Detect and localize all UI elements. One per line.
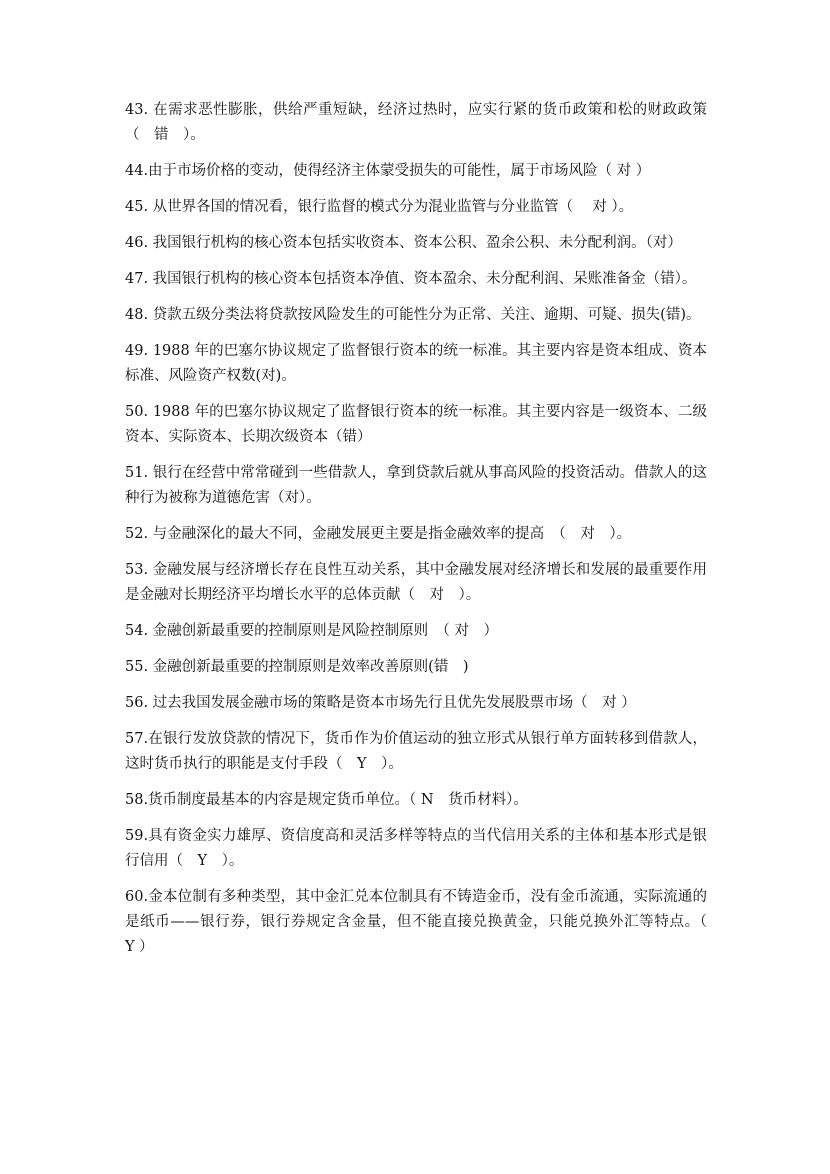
question-60: 60.金本位制有多种类型，其中金汇兑本位制具有不铸造金币，没有金币流通，实际流通的是纸币——银行券，银行券规定含金量，但不能直接兑换黄金，只能兑换外汇等特点。（ Y ） [125,889,727,955]
question-44: 44.由于市场价格的变动，使得经济主体蒙受损失的可能性，属于市场风险（ 对 ） [125,163,651,179]
question-51: 51. 银行在经营中常常碰到一些借款人，拿到贷款后就从事高风险的投资活动。借款人的这种行为被称为道德危害（对）。 [125,465,707,506]
question-49: 49. 1988 年的巴塞尔协议规定了监督银行资本的统一标准。其主要内容是资本组成、资本标准、风险资产权数(对)。 [125,343,707,384]
question-55: 55. 金融创新最重要的控制原则是效率改善原则(错 ) [125,659,469,675]
question-59: 59.具有资金实力雄厚、资信度高和灵活多样等特点的当代信用关系的主体和基本形式是银行信用（ Y ）。 [125,828,707,869]
question-46: 46. 我国银行机构的核心资本包括实收资本、资本公积、盈余公积、未分配利润。（对） [125,235,682,251]
question-53: 53. 金融发展与经济增长存在良性互动关系，其中金融发展对经济增长和发展的最重要作用是金融对长期经济平均增长水平的总体贡献（ 对 ）。 [125,562,707,603]
question-43: 43. 在需求恶性膨胀，供给严重短缺，经济过热时，应实行紧的货币政策和松的财政政策 （ 错 ）。 [125,102,722,143]
question-56: 56. 过去我国发展金融市场的策略是资本市场先行且优先发展股票市场（ 对 ） [125,695,636,711]
question-57: 57.在银行发放贷款的情况下，货币作为价值运动的独立形式从银行单方面转移到借款人，这时货币执行的职能是支付手段（ Y ）。 [125,731,707,772]
question-list [125,98,727,971]
question-58: 58.货币制度最基本的内容是规定货币单位。（ N 货币材料）。 [125,792,528,808]
question-52: 52. 与金融深化的最大不同，金融发展更主要是指金融效率的提高 （ 对 ）。 [125,526,632,542]
question-54: 54. 金融创新最重要的控制原则是风险控制原则 （ 对 ） [125,623,499,639]
question-50: 50. 1988 年的巴塞尔协议规定了监督银行资本的统一标准。其主要内容是一级资本、二级资本、实际资本、长期次级资本（错） [125,404,707,445]
question-45: 45. 从世界各国的情况看，银行监督的模式分为混业监管与分业监管（ 对 ）。 [125,199,634,215]
question-48: 48. 贷款五级分类法将贷款按风险发生的可能性分为正常、关注、逾期、可疑、损失(错)。 [125,307,701,323]
question-47: 47. 我国银行机构的核心资本包括资本净值、资本盈余、未分配利润、呆账准备金（错）。 [125,271,697,287]
